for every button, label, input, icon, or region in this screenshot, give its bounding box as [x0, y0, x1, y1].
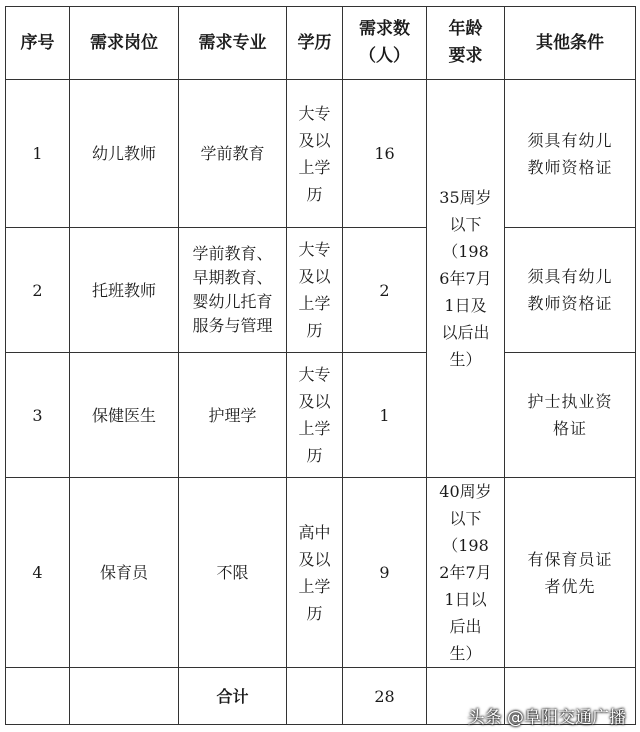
watermark: 头条 @阜阳交通广播: [467, 708, 626, 728]
recruitment-table: [5, 6, 636, 725]
cell-empty: [287, 668, 343, 725]
cell-major: 不限: [179, 478, 287, 668]
table-row: [6, 80, 636, 228]
cell-other: 须具有幼儿教师资格证: [505, 228, 636, 353]
cell-education: 高中及以上学历: [287, 478, 343, 668]
table-row: [6, 228, 636, 353]
header-education: 学历: [287, 7, 343, 80]
cell-other: 有保育员证者优先: [505, 478, 636, 668]
cell-position: 保健医生: [70, 353, 179, 478]
cell-education: 大专及以上学历: [287, 353, 343, 478]
table-row: [6, 478, 636, 668]
table-row: [6, 353, 636, 478]
total-label: 合计: [179, 668, 287, 725]
cell-seq: 4: [6, 478, 70, 668]
cell-education: 大专及以上学历: [287, 80, 343, 228]
total-count: 28: [343, 668, 427, 725]
header-other: 其他条件: [505, 7, 636, 80]
header-major: 需求专业: [179, 7, 287, 80]
header-row: [6, 7, 636, 80]
cell-count: 1: [343, 353, 427, 478]
cell-count: 16: [343, 80, 427, 228]
cell-major: 护理学: [179, 353, 287, 478]
cell-position: 幼儿教师: [70, 80, 179, 228]
cell-major: 学前教育: [179, 80, 287, 228]
cell-seq: 3: [6, 353, 70, 478]
header-position: 需求岗位: [70, 7, 179, 80]
cell-education: 大专及以上学历: [287, 228, 343, 353]
cell-count: 2: [343, 228, 427, 353]
cell-position: 托班教师: [70, 228, 179, 353]
cell-empty: [70, 668, 179, 725]
cell-age-group-2: 40周岁以下（1982年7月1日以后出生）: [427, 478, 505, 668]
cell-count: 9: [343, 478, 427, 668]
cell-other: 须具有幼儿教师资格证: [505, 80, 636, 228]
header-age: 年龄要求: [427, 7, 505, 80]
cell-position: 保育员: [70, 478, 179, 668]
header-count: 需求数（人）: [343, 7, 427, 80]
cell-age-group-1: 35周岁以下（1986年7月1日及以后出生）: [427, 80, 505, 478]
cell-major: 学前教育、早期教育、婴幼儿托育服务与管理: [179, 228, 287, 353]
cell-empty: [6, 668, 70, 725]
cell-seq: 2: [6, 228, 70, 353]
header-seq: 序号: [6, 7, 70, 80]
cell-seq: 1: [6, 80, 70, 228]
cell-other: 护士执业资格证: [505, 353, 636, 478]
